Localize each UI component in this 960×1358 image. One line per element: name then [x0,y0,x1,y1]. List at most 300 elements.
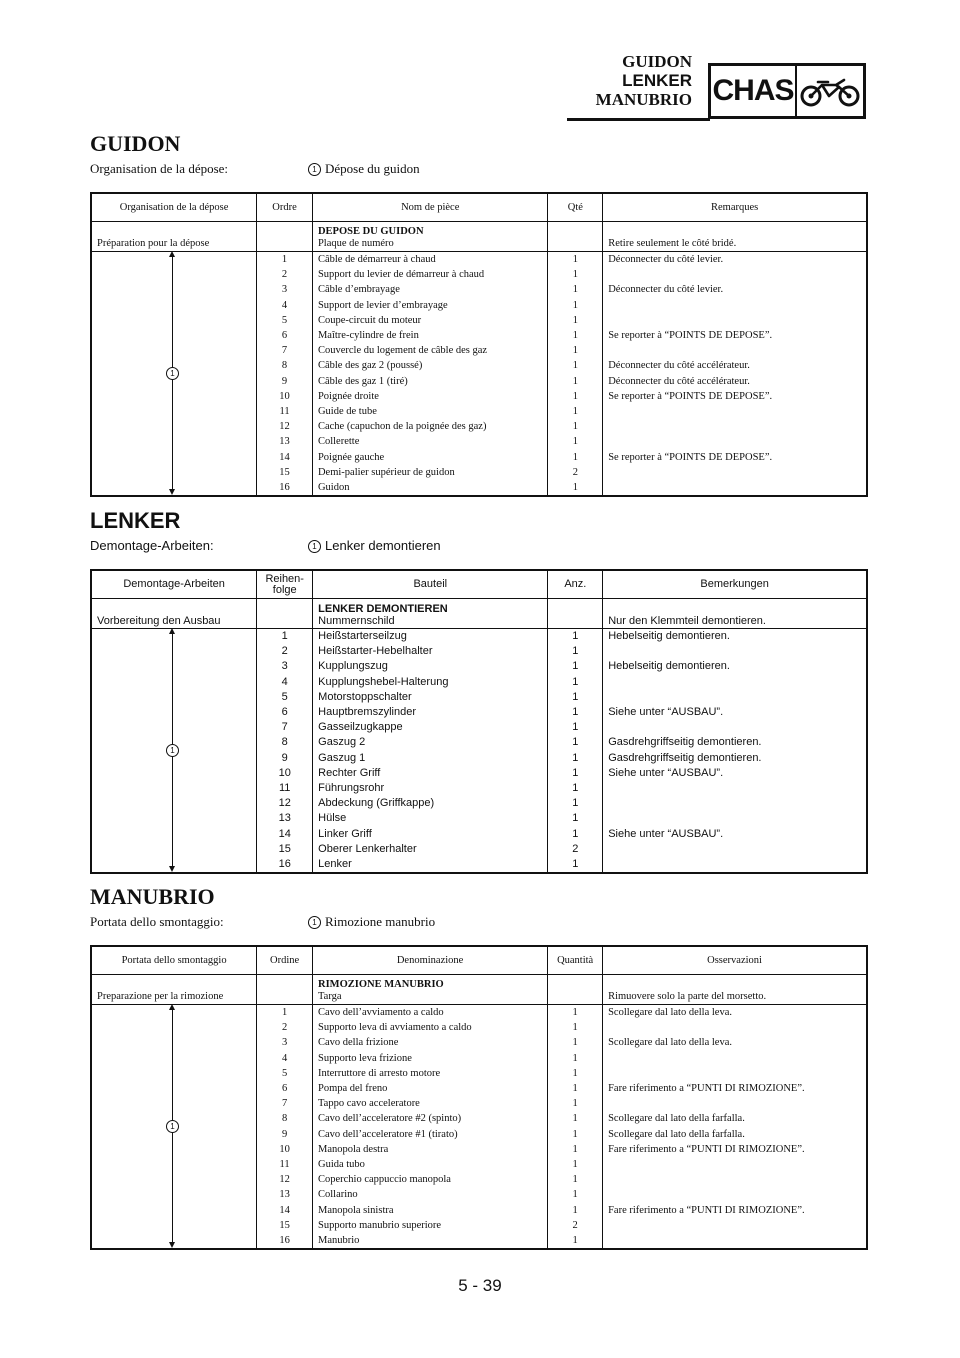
part-name: Couvercle du logement de câble des gaz [312,343,548,358]
column-header: Quantità [548,946,603,975]
part-name: Cavo dell’avviamento a caldo [312,1005,547,1021]
group-cell [91,328,257,343]
section-manubrio [90,884,868,1250]
preparation-label: Preparazione per la rimozione [91,975,257,1005]
remark: Fare riferimento a “PUNTI DI RIMOZIONE”. [603,1202,867,1217]
chapter-badge [708,63,866,119]
order-number: 5 [257,690,313,705]
table-row [91,328,867,343]
quantity: 1 [548,1187,603,1202]
remark: Se reporter à “POINTS DE DEPOSE”. [603,389,867,404]
part-name: Cavo dell’acceleratore #2 (spinto) [312,1111,547,1126]
preparation-row [91,222,867,252]
column-header: Ordre [257,193,313,222]
table-row [91,781,867,796]
quantity: 1 [548,1081,603,1096]
column-header: Nom de pièce [312,193,548,222]
table-row [91,751,867,766]
part-name: Motorstoppschalter [313,690,548,705]
order-number: 8 [257,735,313,750]
table-row [91,735,867,750]
column-header: Organisation de la dépose [91,193,257,222]
group-cell [91,267,257,282]
part-name: Cache (capuchon de la poignée des gaz) [312,419,548,434]
remark [603,720,867,735]
column-header: Reihen- folge [257,570,313,599]
quantity: 1 [548,1005,603,1021]
part-name: Câble de démarreur à chaud [312,252,548,268]
scope-text: Rimozione manubrio [325,914,436,929]
part-name: Interruttore di arresto motore [312,1066,547,1081]
table-row [91,313,867,328]
table-row [91,1127,867,1142]
chapter-title-de: LENKER [622,71,692,90]
order-number: 14 [257,826,313,841]
group-cell [91,343,257,358]
group-cell [91,1020,257,1035]
parts-table [90,192,868,497]
group-cell [91,465,257,480]
quantity: 1 [548,644,603,659]
preparation-part-name: Nummernschild [318,615,395,627]
group-bracket-arrow [172,1006,173,1246]
remark [603,796,867,811]
order-number: 10 [257,1142,313,1157]
section-title: LENKER [90,508,181,533]
group-cell [91,659,257,674]
quantity: 1 [548,766,603,781]
empty-cell [257,222,313,252]
table-row [91,629,867,645]
group-cell [91,675,257,690]
page-number: 5 - 39 [458,1276,502,1295]
remark: Gasdrehgriffseitig demontieren. [603,735,867,750]
chapter-title-it: MANUBRIO [595,90,692,109]
group-cell [91,1051,257,1066]
section-guidon [90,131,868,497]
group-cell [91,766,257,781]
order-number: 16 [257,1233,313,1249]
preparation-row [91,975,867,1005]
remark [603,434,867,449]
remark [603,811,867,826]
table-header-row [91,193,867,222]
quantity: 1 [548,1111,603,1126]
disassembly-scope [90,159,868,181]
parts-table [90,569,868,874]
remark [603,675,867,690]
group-cell [91,720,257,735]
order-number: 16 [257,480,313,496]
table-row [91,1233,867,1249]
preparation-label: Vorbereitung den Ausbau [91,599,257,629]
part-name: Supporto manubrio superiore [312,1218,547,1233]
chapter-titles [596,52,692,109]
part-name: Führungsrohr [313,781,548,796]
group-cell [91,1187,257,1202]
scope-label: Demontage-Arbeiten: [90,538,214,553]
part-name: Support de levier d’embrayage [312,298,548,313]
remark: Hebelseitig demontieren. [603,629,867,645]
part-name: Collarino [312,1187,547,1202]
preparation-part [312,222,548,252]
table-row [91,480,867,496]
preparation-part [312,975,547,1005]
remark: Scollegare dal lato della leva. [603,1005,867,1021]
part-name: Guidon [312,480,548,496]
parts-table-wrap [90,569,868,874]
scope-circle-mark: 1 [308,540,321,553]
table-row [91,857,867,873]
remark [603,1187,867,1202]
remark [603,1172,867,1187]
order-number: 13 [257,434,313,449]
quantity: 1 [548,1035,603,1050]
order-number: 6 [257,705,313,720]
table-row [91,720,867,735]
order-number: 12 [257,1172,313,1187]
remark: Scollegare dal lato della farfalla. [603,1127,867,1142]
part-name: Manubrio [312,1233,547,1249]
quantity: 1 [548,751,603,766]
order-number: 6 [257,1081,313,1096]
part-name: Coupe-circuit du moteur [312,313,548,328]
order-number: 13 [257,811,313,826]
quantity: 1 [548,720,603,735]
quantity: 2 [548,1218,603,1233]
remark [603,781,867,796]
table-row [91,659,867,674]
group-cell [91,690,257,705]
remark [603,690,867,705]
table-row [91,252,867,268]
table-row [91,842,867,857]
section-title: MANUBRIO [90,884,215,909]
quantity: 2 [548,465,603,480]
order-number: 12 [257,419,313,434]
group-cell [91,1218,257,1233]
group-cell [91,313,257,328]
remark: Gasdrehgriffseitig demontieren. [603,751,867,766]
remark [603,1157,867,1172]
order-number: 12 [257,796,313,811]
remark [603,298,867,313]
quantity: 1 [548,434,603,449]
quantity: 1 [548,328,603,343]
table-row [91,1066,867,1081]
column-header: Denominazione [312,946,547,975]
quantity: 1 [548,267,603,282]
preparation-remark: Retire seulement le côté bridé. [603,222,867,252]
parts-table [90,945,868,1250]
preparation-remark: Rimuovere solo la parte del morsetto. [603,975,867,1005]
order-number: 2 [257,267,313,282]
remark [603,343,867,358]
column-header: Osservazioni [603,946,867,975]
empty-cell [257,975,313,1005]
table-row [91,705,867,720]
part-name: Linker Griff [313,826,548,841]
remark [603,465,867,480]
quantity: 1 [548,419,603,434]
table-row [91,690,867,705]
part-name: Lenker [313,857,548,873]
quantity: 1 [548,1020,603,1035]
scope-circle-mark: 1 [308,916,321,929]
group-cell [91,1142,257,1157]
motorcycle-icon [797,66,863,116]
preparation-part-name: Targa [317,991,342,1002]
column-header: Ordine [257,946,313,975]
part-name: Demi-palier supérieur de guidon [312,465,548,480]
order-number: 11 [257,404,313,419]
order-number: 4 [257,675,313,690]
table-row [91,1111,867,1126]
part-name: Tappo cavo acceleratore [312,1096,547,1111]
table-row [91,826,867,841]
quantity: 1 [548,1157,603,1172]
remark [603,1051,867,1066]
quantity: 1 [548,659,603,674]
preparation-row [91,599,867,629]
preparation-remark: Nur den Klemmteil demontieren. [603,599,867,629]
part-name: Heißstarterseilzug [313,629,548,645]
part-name: Câble des gaz 1 (tiré) [312,374,548,389]
scope-value [308,914,435,930]
remark [603,1096,867,1111]
remark: Déconnecter du côté accélérateur. [603,374,867,389]
quantity: 1 [548,343,603,358]
order-number: 5 [257,313,313,328]
scope-value [308,538,441,553]
group-bracket-arrow [172,253,173,493]
table-row [91,766,867,781]
table-row [91,1202,867,1217]
quantity: 1 [548,389,603,404]
order-number: 15 [257,1218,313,1233]
group-circle-mark: 1 [166,1120,179,1133]
part-name: Abdeckung (Griffkappe) [313,796,548,811]
scope-label: Organisation de la dépose: [90,161,229,176]
empty-cell [548,222,603,252]
table-row [91,358,867,373]
remark [603,404,867,419]
group-bracket-arrow [172,630,173,870]
order-number: 10 [257,766,313,781]
chapter-badge-label: CHAS [711,66,797,116]
remark: Déconnecter du côté levier. [603,252,867,268]
group-cell [91,1096,257,1111]
quantity: 2 [548,842,603,857]
quantity: 1 [548,857,603,873]
part-name: Cavo dell’acceleratore #1 (tirato) [312,1127,547,1142]
part-name: Collerette [312,434,548,449]
table-row [91,434,867,449]
remark: Déconnecter du côté accélérateur. [603,358,867,373]
order-number: 3 [257,1035,313,1050]
order-number: 14 [257,1202,313,1217]
preparation-part [313,599,548,629]
quantity: 1 [548,298,603,313]
group-cell [91,781,257,796]
preparation-heading: DEPOSE DU GUIDON [317,226,424,237]
quantity: 1 [548,1142,603,1157]
part-name: Gaszug 2 [313,735,548,750]
preparation-heading: RIMOZIONE MANUBRIO [317,979,444,990]
part-name: Oberer Lenkerhalter [313,842,548,857]
table-row [91,1157,867,1172]
group-cell [91,389,257,404]
remark: Hebelseitig demontieren. [603,659,867,674]
disassembly-scope [90,536,868,558]
quantity: 1 [548,675,603,690]
group-cell [91,705,257,720]
empty-cell [548,599,603,629]
table-row [91,644,867,659]
header-rule [567,118,710,121]
column-header: Bemerkungen [603,570,867,599]
quantity: 1 [548,374,603,389]
part-name: Rechter Griff [313,766,548,781]
table-row [91,465,867,480]
group-cell [91,1157,257,1172]
table-row [91,811,867,826]
quantity: 1 [548,705,603,720]
quantity: 1 [548,1096,603,1111]
order-number: 6 [257,328,313,343]
order-number: 8 [257,358,313,373]
quantity: 1 [548,1172,603,1187]
disassembly-scope [90,912,868,934]
quantity: 1 [548,449,603,464]
remark [603,480,867,496]
order-number: 15 [257,842,313,857]
quantity: 1 [548,811,603,826]
table-row [91,282,867,297]
table-row [91,1020,867,1035]
table-header-row [91,946,867,975]
quantity: 1 [548,735,603,750]
part-name: Kupplungszug [313,659,548,674]
scope-circle-mark: 1 [308,163,321,176]
part-name: Câble d’embrayage [312,282,548,297]
group-circle-mark: 1 [166,367,179,380]
part-name: Manopola destra [312,1142,547,1157]
remark: Déconnecter du côté levier. [603,282,867,297]
quantity: 1 [548,781,603,796]
parts-table-wrap [90,192,868,497]
order-number: 2 [257,1020,313,1035]
order-number: 2 [257,644,313,659]
order-number: 5 [257,1066,313,1081]
group-cell [91,282,257,297]
remark: Siehe unter “AUSBAU”. [603,826,867,841]
remark [603,313,867,328]
scope-value [308,161,420,177]
part-name: Guide de tube [312,404,548,419]
preparation-part-name: Plaque de numéro [317,238,394,249]
order-number: 4 [257,298,313,313]
order-number: 9 [257,751,313,766]
table-row [91,1172,867,1187]
column-header: Bauteil [313,570,548,599]
part-name: Gaszug 1 [313,751,548,766]
remark [603,857,867,873]
scope-label: Portata dello smontaggio: [90,914,224,929]
group-circle-mark: 1 [166,744,179,757]
order-number: 8 [257,1111,313,1126]
remark: Fare riferimento a “PUNTI DI RIMOZIONE”. [603,1142,867,1157]
group-cell [91,1081,257,1096]
order-number: 9 [257,1127,313,1142]
remark [603,419,867,434]
quantity: 1 [548,796,603,811]
chapter-title-fr: GUIDON [622,52,692,71]
quantity: 1 [548,690,603,705]
remark: Scollegare dal lato della leva. [603,1035,867,1050]
group-cell [91,404,257,419]
order-number: 10 [257,389,313,404]
group-cell [91,434,257,449]
remark: Scollegare dal lato della farfalla. [603,1111,867,1126]
part-name: Hauptbremszylinder [313,705,548,720]
scope-text: Dépose du guidon [325,161,420,176]
table-row [91,1051,867,1066]
group-cell [91,449,257,464]
group-cell [91,644,257,659]
remark [603,1233,867,1249]
scope-text: Lenker demontieren [325,538,441,553]
column-header: Demontage-Arbeiten [91,570,257,599]
group-cell [91,1066,257,1081]
part-name: Hülse [313,811,548,826]
group-cell [91,1172,257,1187]
order-number: 14 [257,449,313,464]
remark: Siehe unter “AUSBAU”. [603,705,867,720]
quantity: 1 [548,629,603,645]
order-number: 9 [257,374,313,389]
quantity: 1 [548,480,603,496]
quantity: 1 [548,1233,603,1249]
part-name: Câble des gaz 2 (poussé) [312,358,548,373]
remark [603,1066,867,1081]
order-number: 3 [257,282,313,297]
table-row [91,1142,867,1157]
order-number: 1 [257,1005,313,1021]
part-name: Support du levier de démarreur à chaud [312,267,548,282]
remark [603,1020,867,1035]
order-number: 4 [257,1051,313,1066]
quantity: 1 [548,404,603,419]
table-row [91,404,867,419]
remark [603,842,867,857]
remark: Siehe unter “AUSBAU”. [603,766,867,781]
part-name: Poignée droite [312,389,548,404]
part-name: Heißstarter-Hebelhalter [313,644,548,659]
table-row [91,1081,867,1096]
table-row [91,1187,867,1202]
quantity: 1 [548,313,603,328]
part-name: Supporto leva frizione [312,1051,547,1066]
remark [603,267,867,282]
quantity: 1 [548,252,603,268]
group-cell [91,1035,257,1050]
remark [603,644,867,659]
empty-cell [548,975,603,1005]
order-number: 7 [257,1096,313,1111]
table-row [91,389,867,404]
table-row [91,796,867,811]
